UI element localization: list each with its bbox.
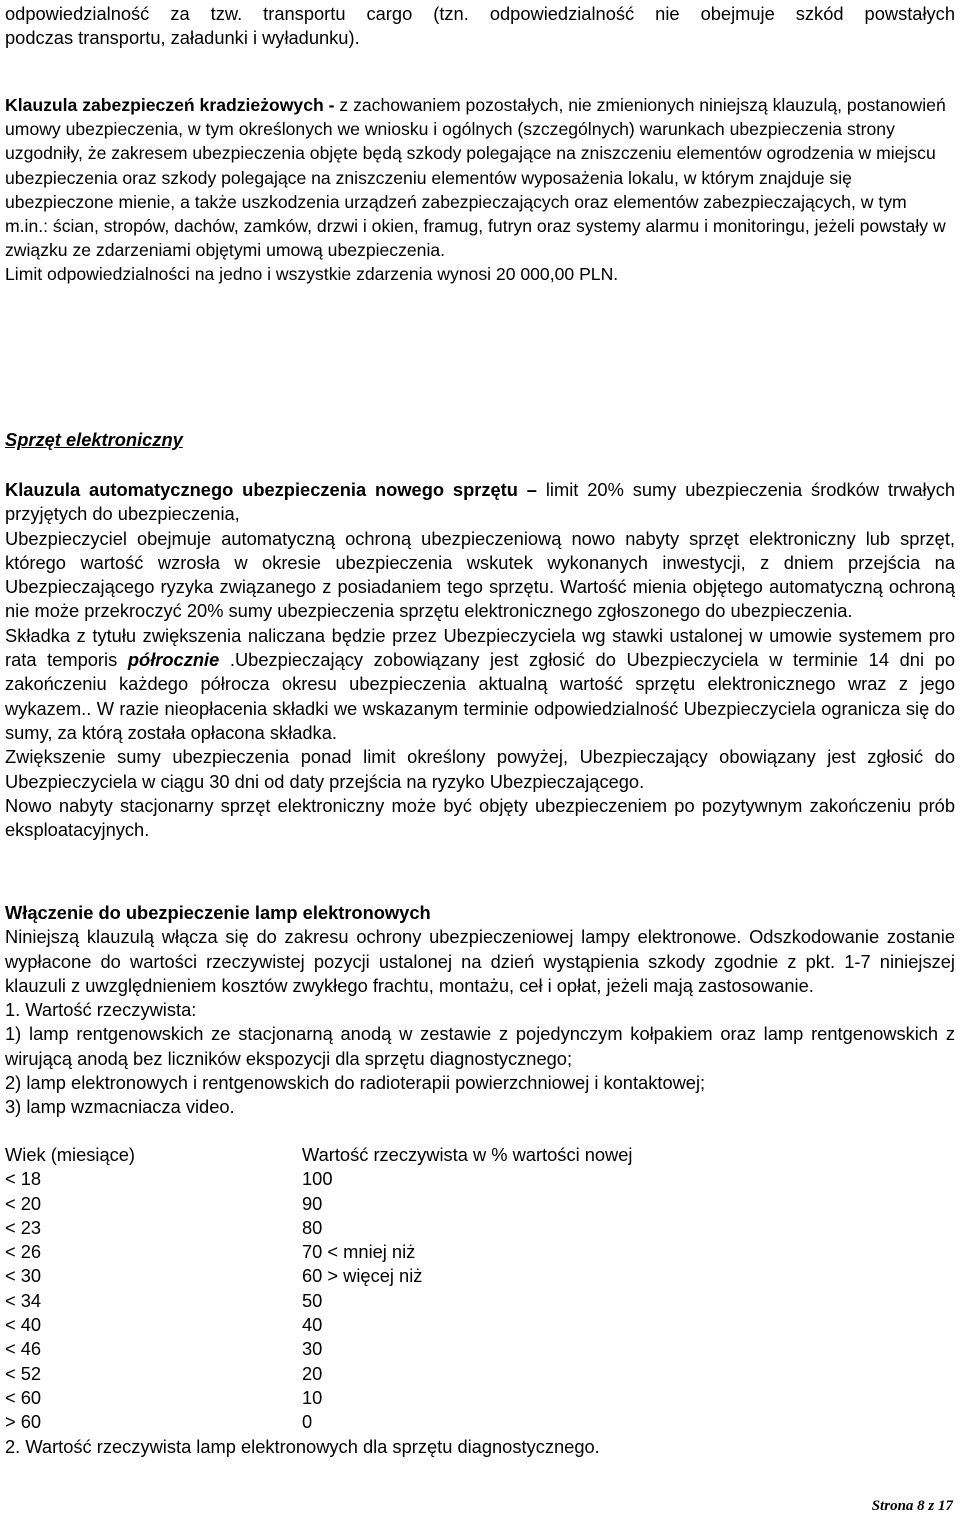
table-cell-value: 0 (302, 1411, 313, 1433)
section-title: Sprzęt elektroniczny (5, 429, 183, 450)
table-cell-age: < 26 (5, 1241, 42, 1263)
table-cell-value: 10 (302, 1386, 323, 1408)
theft-clause-paragraph (5, 93, 951, 287)
table-row (5, 1264, 705, 1288)
table-row (5, 1313, 705, 1337)
table-cell-value: 50 (302, 1289, 323, 1311)
lamps-p3: 1) lamp rentgenowskich ze stacjonarną anodą w zestawie z pojedynczym kołpakiem oraz lamp rentgenowskich z wirującą anodą bez liczników ekspozycji dla sprzętu diagnostycznego; (5, 1023, 955, 1069)
theft-clause-limit: Limit odpowiedzialności na jedno i wszystkie zdarzenia wynosi 20 000,00 PLN. (5, 264, 619, 285)
table-cell-age: < 30 (5, 1265, 42, 1287)
table-cell-value: 20 (302, 1362, 323, 1384)
theft-clause-heading: Klauzula zabezpieczeń kradzieżowych - (5, 95, 335, 115)
intro-paragraph (5, 2, 955, 51)
table-cell-value: 70 < mniej niż (302, 1241, 416, 1263)
intro-line-1: odpowiedzialność za tzw. transportu cargo (tzn. odpowiedzialność nie obejmuje szkód powstałych (5, 3, 955, 24)
new-equipment-p2: Ubezpieczyciel obejmuje automatyczną ochroną ubezpieczeniową nowo nabyty sprzęt elektroniczny lub sprzęt, którego wartość wzrosła w okresie ubezpieczenia wskutek wykonanych inwestycji, z dniem przejścia na Ubezpieczającego ryzyka związanego z posiadaniem tego sprzętu. Wartość mienia objętego automatyczną ochroną nie może przekroczyć 20% sumy ubezpieczenia sprzętu elektronicznego zgłoszonego do ubezpieczenia. (5, 527, 955, 622)
table-row (5, 1289, 705, 1313)
theft-clause-body: z zachowaniem pozostałych, nie zmienionych niniejszą klauzulą, postanowień umowy ubezpieczenia, w tym określonych we wniosku i ogólnych (szczególnych) warunkach ubezpieczenia strony uzgodniły, że zakresem ubezpieczenia objęte będą szkody polegające na zniszczeniu elementów ogrodzenia w miejscu ubezpieczenia oraz szkody polegające na zniszczeniu elementów wyposażenia lokalu, w którym znajduje się ubezpieczone mienie, a także uszkodzenia urządzeń zabezpieczających oraz elementów zabezpieczających, w tym m.in.: ścian, stropów, dachów, zamków, drzwi i okien, framug, futryn oraz systemy alarmu i monitoringu, jeżeli powstały w związku ze zdarzeniami objętymi umową ubezpieczenia. (5, 95, 946, 261)
table-cell-age: < 23 (5, 1216, 42, 1238)
new-equipment-p5: Nowo nabyty stacjonarny sprzęt elektroniczny może być objęty ubezpieczeniem po pozytywnym zakończeniu prób eksploatacyjnych. (5, 794, 955, 841)
table-cell-age: < 34 (5, 1289, 42, 1311)
table-cell-age: < 40 (5, 1314, 42, 1336)
new-equipment-heading-tail: limit 20% sumy ubezpieczenia środków trwałych przyjętych do ubezpieczenia, (5, 479, 956, 525)
table-cell-age: < 46 (5, 1338, 42, 1360)
lamps-p1: Niniejszą klauzulą włącza się do zakresu ochrony ubezpieczeniowej lampy elektronowe. Odszkodowanie zostanie wypłacone do wartości rzeczywistej pozycji ustalonej na dzień wystąpienia szkody zgodnie z pkt. 1-7 niniejszej klauzuli z uwzględnieniem kosztów zwykłego frachtu, montażu, ceł i opłat, jeżeli mają zastosowanie. (5, 926, 955, 996)
table-row (5, 1192, 705, 1216)
table-cell-age: < 52 (5, 1362, 42, 1384)
table-cell-age: > 60 (5, 1411, 42, 1433)
table-cell-value: 30 (302, 1338, 323, 1360)
lamps-p4: 2) lamp elektronowych i rentgenowskich do radioterapii powierzchniowej i kontaktowej; (5, 1072, 706, 1094)
new-equipment-p3-bold: półrocznie (127, 649, 220, 671)
table-row (5, 1240, 705, 1264)
lamps-p2: 1. Wartość rzeczywista: (5, 999, 197, 1021)
table-row (5, 1410, 705, 1434)
page-number: Strona 8 z 17 (871, 1498, 953, 1514)
table-cell-value: 100 (302, 1168, 333, 1190)
after-table-line (5, 1435, 705, 1459)
table-cell-value: 90 (302, 1192, 323, 1214)
new-equipment-p3-b: .Ubezpieczający zobowiązany jest zgłosić do Ubezpieczyciela w terminie 14 dni po zakończeniu każdego półrocza okresu ubezpieczenia aktualną wartość sprzętu elektronicznego wraz z jego wykazem.. W razie nieopłacenia składki we wskazanym terminie odpowiedzialność Ubezpieczyciela ogranicza się do sumy, za którą została opłacona składka. (5, 649, 955, 743)
table-header-age: Wiek (miesiące) (5, 1144, 136, 1165)
table-row (5, 1362, 705, 1386)
new-equipment-p3-a: Składka z tytułu zwiększenia naliczana będzie przez Ubezpieczyciela wg stawki ustalonej w umowie systemem pro rata temporis (5, 624, 955, 671)
new-equipment-heading: Klauzula automatycznego ubezpieczenia nowego sprzętu – (5, 479, 537, 500)
lamps-p5: 3) lamp wzmacniacza video. (5, 1096, 235, 1118)
table-row (5, 1386, 705, 1410)
new-equipment-p4: Zwiększenie sumy ubezpieczenia ponad limit określony powyżej, Ubezpieczający obowiązany jest zgłosić do Ubezpieczyciela w ciągu 30 dni od daty przejścia na ryzyko Ubezpieczającego. (5, 746, 955, 792)
new-equipment-clause (5, 478, 955, 842)
table-cell-age: < 60 (5, 1386, 42, 1408)
table-header-row (5, 1143, 705, 1167)
depreciation-table (5, 1143, 705, 1459)
after-table-text: 2. Wartość rzeczywista lamp elektronowych dla sprzętu diagnostycznego. (5, 1435, 600, 1457)
table-cell-value: 40 (302, 1314, 323, 1336)
table-row (5, 1216, 705, 1240)
table-cell-value: 60 > więcej niż (302, 1265, 423, 1287)
table-header-value: Wartość rzeczywista w % wartości nowej (302, 1144, 633, 1165)
lamps-heading: Włączenie do ubezpieczenie lamp elektronowych (5, 902, 431, 923)
lamps-clause (5, 901, 955, 1120)
table-cell-age: < 18 (5, 1168, 42, 1190)
table-row (5, 1337, 705, 1361)
table-row (5, 1167, 705, 1191)
table-cell-value: 80 (302, 1216, 323, 1238)
intro-line-2: podczas transportu, załadunki i wyładunku). (5, 27, 360, 49)
table-cell-age: < 20 (5, 1192, 42, 1214)
